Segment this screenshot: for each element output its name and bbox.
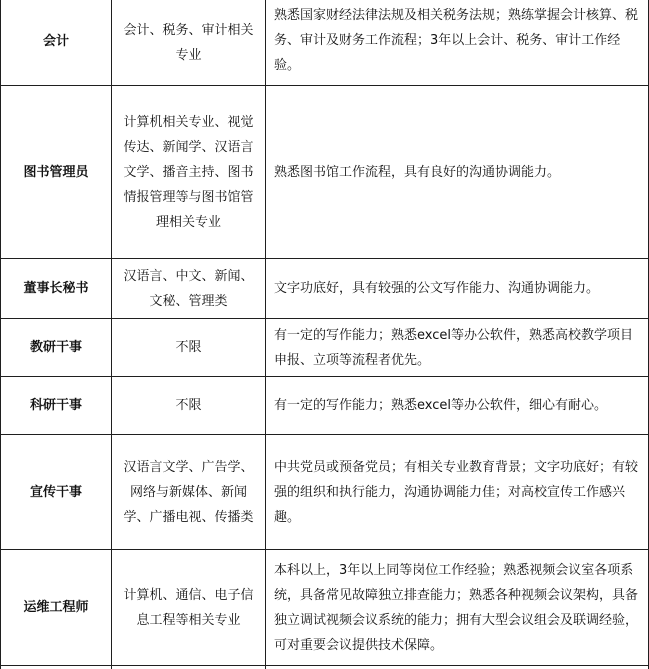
requirement-cell: 本科以上，3年以上同等岗位工作经验；熟悉视频会议室各项系统，具备常见故障独立排查能力；熟悉各种视频会议架构，具备独立调试视频会议系统的能力；拥有大型会议组会及联调经验，可对重要会议提供技术保障。: [266, 550, 649, 666]
requirement-cell: 有一定的写作能力；熟悉excel等办公软件，熟悉高校教学项目申报、立项等流程者优先。: [266, 319, 649, 377]
position-cell: 图书管理员: [1, 86, 112, 259]
table-row: [1, 550, 649, 666]
major-cell: 汉语言文学、广告学、网络与新媒体、新闻学、广播电视、传播类: [112, 435, 266, 550]
requirement-cell: [266, 666, 649, 669]
major-cell: 计算机相关专业、视觉传达、新闻学、汉语言文学、播音主持、图书情报管理等与图书馆管理相关专业: [112, 86, 266, 259]
requirement-cell: 文字功底好，具有较强的公文写作能力、沟通协调能力。: [266, 259, 649, 319]
table-row: [1, 259, 649, 319]
position-cell: 宣传干事: [1, 435, 112, 550]
position-cell: [1, 666, 112, 669]
position-cell: 科研干事: [1, 377, 112, 435]
position-cell: 教研干事: [1, 319, 112, 377]
major-cell: [112, 666, 266, 669]
table-row: [1, 377, 649, 435]
requirement-cell: 有一定的写作能力；熟悉excel等办公软件，细心有耐心。: [266, 377, 649, 435]
major-cell: 计算机、通信、电子信息工程等相关专业: [112, 550, 266, 666]
table-row: [1, 435, 649, 550]
table-row: [1, 86, 649, 259]
table-row: [1, 319, 649, 377]
major-cell: 汉语言、中文、新闻、文秘、管理类: [112, 259, 266, 319]
position-cell: 会计: [1, 0, 112, 86]
position-cell: 运维工程师: [1, 550, 112, 666]
requirement-cell: 熟悉国家财经法律法规及相关税务法规；熟练掌握会计核算、税务、审计及财务工作流程；3年以上会计、税务、审计工作经验。: [266, 0, 649, 86]
major-cell: 不限: [112, 377, 266, 435]
major-cell: 会计、税务、审计相关专业: [112, 0, 266, 86]
position-cell: 董事长秘书: [1, 259, 112, 319]
table-row: [1, 0, 649, 86]
requirement-cell: 熟悉图书馆工作流程，具有良好的沟通协调能力。: [266, 86, 649, 259]
requirement-cell: 中共党员或预备党员；有相关专业教育背景；文字功底好；有较强的组织和执行能力，沟通协调能力佳；对高校宣传工作感兴趣。: [266, 435, 649, 550]
table-row: [1, 666, 649, 669]
major-cell: 不限: [112, 319, 266, 377]
